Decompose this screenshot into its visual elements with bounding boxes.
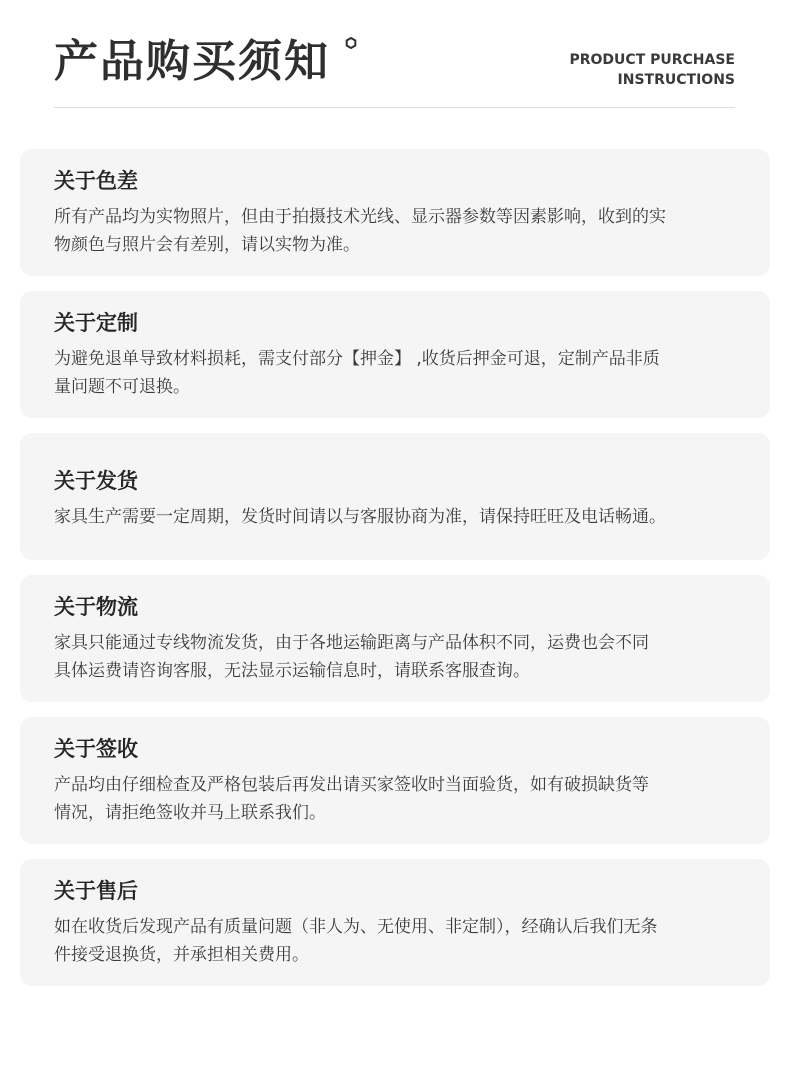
section-text xyxy=(54,503,746,531)
subtitle-line-1: PRODUCT PURCHASE xyxy=(569,52,735,68)
section-text-line: 为避免退单导致材料损耗，需支付部分【押金】 ,收货后押金可退，定制产品非质 xyxy=(54,349,660,369)
section-text-line: 产品均由仔细检查及严格包装后再发出请买家签收时当面验货，如有破损缺货等 xyxy=(54,775,649,795)
section-text-line: 所有产品均为实物照片，但由于拍摄技术光线、显示器参数等因素影响，收到的实 xyxy=(54,207,666,227)
section-title: 关于定制 xyxy=(54,311,138,335)
section-text-line: 家具只能通过专线物流发货，由于各地运输距离与产品体积不同，运费也会不同 xyxy=(54,633,649,653)
section-after-sales xyxy=(20,859,770,986)
section-customization xyxy=(20,291,770,418)
page-title: 产品购买须知 xyxy=(54,36,330,87)
section-text-line: 家具生产需要一定周期，发货时间请以与客服协商为准，请保持旺旺及电话畅通。 xyxy=(54,507,666,527)
subtitle-line-2: INSTRUCTIONS xyxy=(617,72,735,88)
section-title: 关于色差 xyxy=(54,169,138,193)
section-text-line: 量问题不可退换。 xyxy=(54,377,190,397)
section-text-line: 如在收货后发现产品有质量问题（非人为、无使用、非定制），经确认后我们无条 xyxy=(54,917,658,937)
section-text xyxy=(54,203,746,259)
section-title: 关于物流 xyxy=(54,595,138,619)
section-title: 关于发货 xyxy=(54,469,138,493)
section-text xyxy=(54,629,746,685)
section-text-line: 具体运费请咨询客服，无法显示运输信息时，请联系客服查询。 xyxy=(54,661,530,681)
section-text-line: 件接受退换货，并承担相关费用。 xyxy=(54,945,309,965)
page-subtitle xyxy=(569,50,735,90)
section-text-line: 物颜色与照片会有差别，请以实物为准。 xyxy=(54,235,360,255)
section-text xyxy=(54,771,746,827)
section-text xyxy=(54,913,746,969)
page-header xyxy=(54,30,735,108)
section-shipping xyxy=(20,433,770,560)
section-text xyxy=(54,345,746,401)
hexagon-icon xyxy=(345,37,357,49)
section-color-difference xyxy=(20,149,770,276)
section-text-line: 情况，请拒绝签收并马上联系我们。 xyxy=(54,803,326,823)
section-delivery-receipt xyxy=(20,717,770,844)
section-title: 关于签收 xyxy=(54,737,138,761)
section-title: 关于售后 xyxy=(54,879,138,903)
section-logistics xyxy=(20,575,770,702)
